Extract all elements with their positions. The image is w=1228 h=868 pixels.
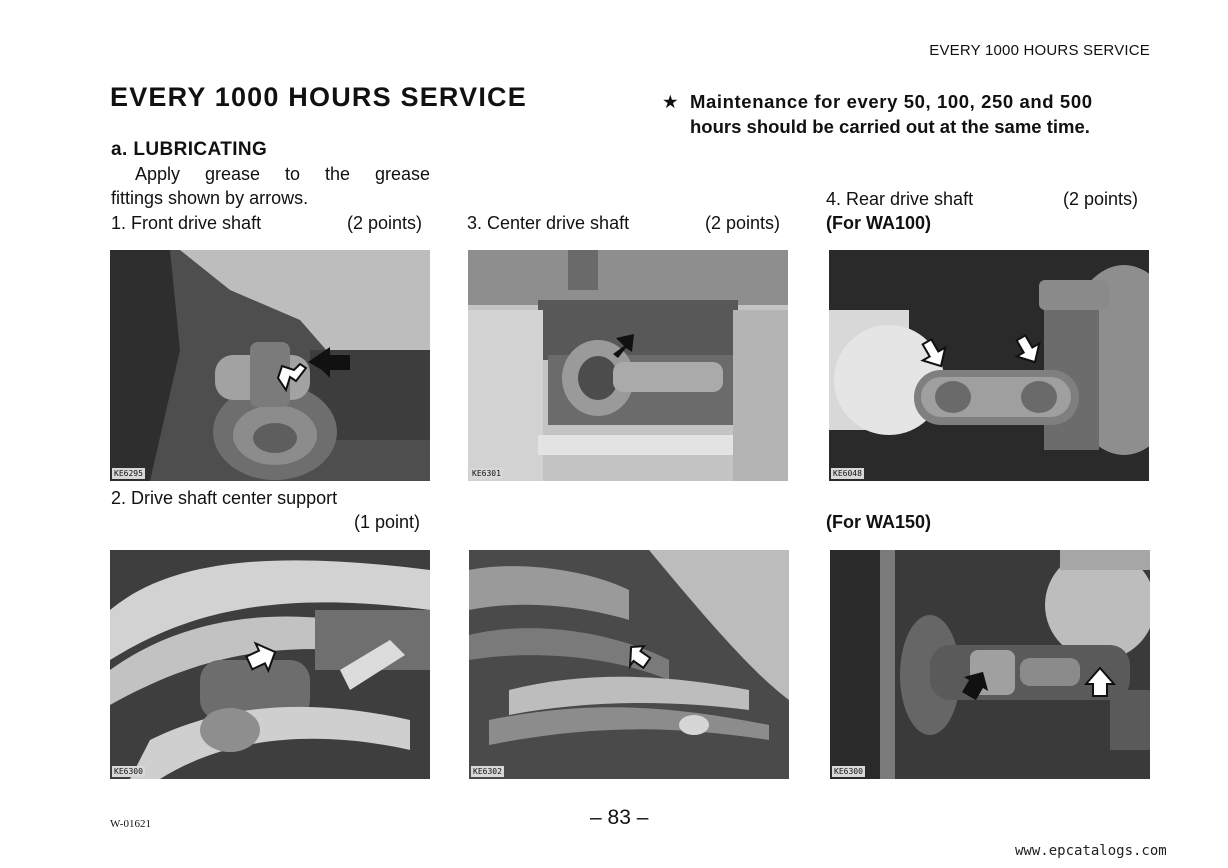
star-icon: ★ [662,91,679,112]
item-3-label: 3. Center drive shaft [467,213,630,233]
photo-tag: KE6300 [114,767,143,776]
variant-wa100-label: (For WA100) [826,213,932,233]
section-heading: a. LUBRICATING [111,139,268,160]
note-line-1: Maintenance for every 50, 100, 250 and 500 [690,91,1093,112]
item-4-points: (2 points) [1063,189,1139,209]
item-2-points: (1 point) [354,512,421,532]
photo-tag: KE6302 [473,767,502,776]
item-4-label: 4. Rear drive shaft [826,189,974,209]
item-3-points: (2 points) [705,213,781,233]
item-1-label: 1. Front drive shaft [111,213,262,233]
photo-center-drive-shaft [468,250,788,481]
photo-drive-shaft-center-support [110,550,430,779]
intro-line-1: Apply grease to the grease [135,164,430,184]
page-title: EVERY 1000 HOURS SERVICE [110,82,527,112]
item-1-points: (2 points) [347,213,423,233]
photo-rear-drive-shaft-wa150 [830,550,1150,779]
watermark: www.epcatalogs.com [1015,843,1167,859]
photo-tag: KE6300 [834,767,863,776]
photo-center-drive-shaft-2 [469,550,789,779]
photo-front-drive-shaft [110,250,430,481]
document-code: W-01621 [110,818,151,830]
photo-rear-drive-shaft-wa100 [829,250,1149,481]
variant-wa150-label: (For WA150) [826,512,932,532]
item-2-label: 2. Drive shaft center support [111,488,338,508]
photo-tag: KE6301 [472,469,501,478]
photo-tag: KE6295 [114,469,143,478]
photo-tag: KE6048 [833,469,862,478]
page-number: – 83 – [590,806,649,829]
running-header: EVERY 1000 HOURS SERVICE [929,42,1150,59]
intro-line-2: fittings shown by arrows. [111,188,309,208]
note-line-2: hours should be carried out at the same time. [690,116,1090,137]
